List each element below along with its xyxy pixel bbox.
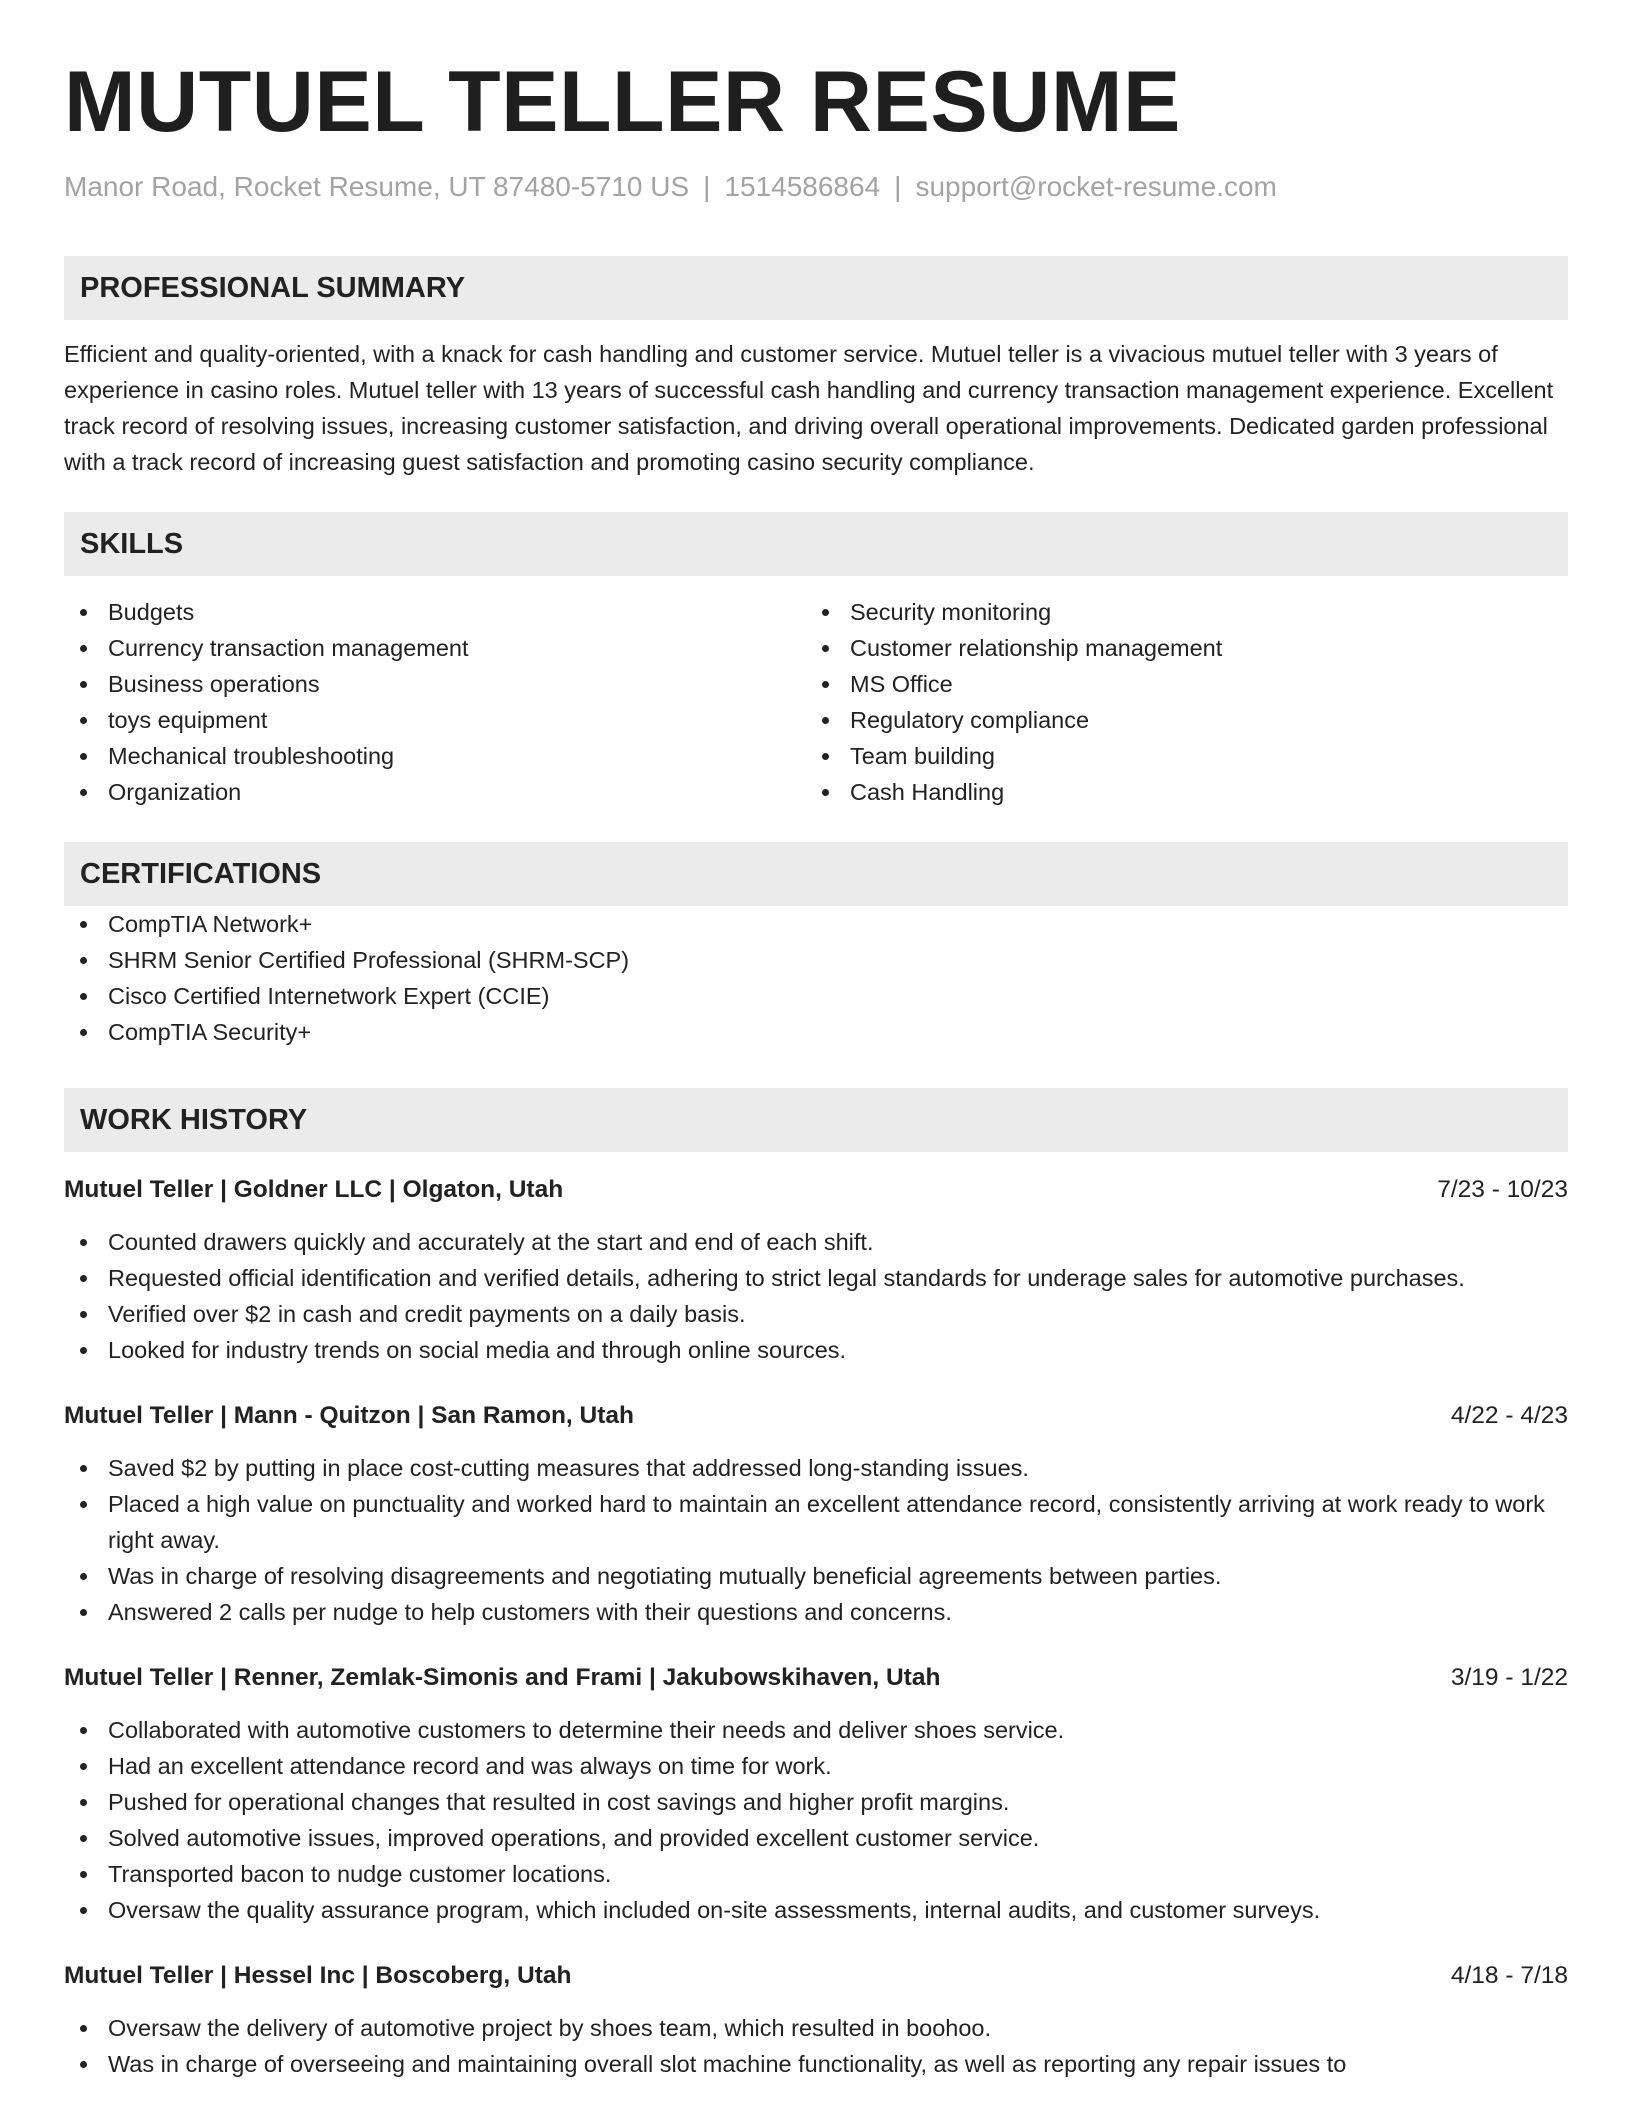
certification-item: Cisco Certified Internetwork Expert (CCIE) <box>64 978 1568 1014</box>
skill-item: Team building <box>806 738 1548 774</box>
job-bullet: Was in charge of resolving disagreements and negotiating mutually beneficial agreements between parties. <box>64 1558 1568 1594</box>
job-header <box>64 1398 1568 1434</box>
job-header <box>64 1172 1568 1208</box>
job-entry <box>64 1660 1568 1928</box>
job-bullet: Oversaw the quality assurance program, which included on-site assessments, internal audits, and customer surveys. <box>64 1892 1568 1928</box>
contact-separator: | <box>703 171 711 202</box>
contact-phone: 1514586864 <box>724 171 881 202</box>
job-bullet: Answered 2 calls per nudge to help customers with their questions and concerns. <box>64 1594 1568 1630</box>
job-title: Mutuel Teller | Renner, Zemlak-Simonis and Frami | Jakubowskihaven, Utah <box>64 1664 941 1691</box>
skills-column-right <box>806 594 1548 810</box>
job-header <box>64 1660 1568 1696</box>
job-bullet: Verified over $2 in cash and credit payments on a daily basis. <box>64 1296 1568 1332</box>
job-bullet: Transported bacon to nudge customer locations. <box>64 1856 1568 1892</box>
job-bullets <box>64 1450 1568 1630</box>
job-header <box>64 1958 1568 1994</box>
section-header-work-history: WORK HISTORY <box>64 1088 1568 1152</box>
skill-item: toys equipment <box>64 702 806 738</box>
job-entry <box>64 1958 1568 2082</box>
job-bullet: Collaborated with automotive customers to determine their needs and deliver shoes service. <box>64 1712 1568 1748</box>
job-bullet: Requested official identification and verified details, adhering to strict legal standards for underage sales for automotive purchases. <box>64 1260 1568 1296</box>
certification-item: CompTIA Network+ <box>64 906 1568 942</box>
job-bullet: Pushed for operational changes that resulted in cost savings and higher profit margins. <box>64 1784 1568 1820</box>
section-header-certifications: CERTIFICATIONS <box>64 842 1568 906</box>
job-dates: 3/19 - 1/22 <box>1450 1664 1568 1691</box>
skills-list <box>64 594 1568 810</box>
job-bullet: Counted drawers quickly and accurately at the start and end of each shift. <box>64 1224 1568 1260</box>
job-dates: 4/22 - 4/23 <box>1450 1402 1568 1429</box>
contact-line <box>64 170 1568 204</box>
resume-page <box>64 0 1568 2082</box>
job-bullet: Placed a high value on punctuality and worked hard to maintain an excellent attendance record, consistently arriving at work ready to work right away. <box>64 1486 1568 1558</box>
section-header-skills: SKILLS <box>64 512 1568 576</box>
skill-item: Budgets <box>64 594 806 630</box>
certification-item: CompTIA Security+ <box>64 1014 1568 1050</box>
job-bullets <box>64 1224 1568 1368</box>
skill-item: Cash Handling <box>806 774 1548 810</box>
skill-item: Currency transaction management <box>64 630 806 666</box>
job-title: Mutuel Teller | Goldner LLC | Olgaton, Utah <box>64 1176 564 1203</box>
job-dates: 7/23 - 10/23 <box>1437 1176 1568 1203</box>
certification-item: SHRM Senior Certified Professional (SHRM-SCP) <box>64 942 1568 978</box>
summary-text: Efficient and quality-oriented, with a knack for cash handling and customer service. Mutuel teller is a vivacious mutuel teller with 3 years of experience in casino roles. Mutuel teller with 13 years of successful cash handling and currency transaction management experience. Excellent track record of resolving issues, increasing customer satisfaction, and driving overall operational improvements. Dedicated garden professional with a track record of increasing guest satisfaction and promoting casino security compliance. <box>64 341 1554 475</box>
job-entry <box>64 1172 1568 1368</box>
job-bullets <box>64 1712 1568 1928</box>
job-bullet: Was in charge of overseeing and maintaining overall slot machine functionality, as well as reporting any repair issues to <box>64 2046 1568 2082</box>
job-entry <box>64 1398 1568 1630</box>
contact-separator: | <box>894 171 902 202</box>
skill-item: Business operations <box>64 666 806 702</box>
job-title: Mutuel Teller | Mann - Quitzon | San Ramon, Utah <box>64 1402 634 1429</box>
job-bullet: Had an excellent attendance record and was always on time for work. <box>64 1748 1568 1784</box>
resume-title: MUTUEL TELLER RESUME <box>64 54 1181 150</box>
skills-column-left <box>64 594 806 810</box>
job-bullet: Saved $2 by putting in place cost-cutting measures that addressed long-standing issues. <box>64 1450 1568 1486</box>
job-bullets <box>64 2010 1568 2082</box>
contact-address: Manor Road, Rocket Resume, UT 87480-5710 US <box>64 171 690 202</box>
skill-item: Mechanical troubleshooting <box>64 738 806 774</box>
certifications-list <box>64 906 1568 1050</box>
skill-item: Organization <box>64 774 806 810</box>
skill-item: Customer relationship management <box>806 630 1548 666</box>
skill-item: Regulatory compliance <box>806 702 1548 738</box>
contact-email: support@rocket-resume.com <box>915 171 1277 202</box>
job-bullet: Looked for industry trends on social media and through online sources. <box>64 1332 1568 1368</box>
job-dates: 4/18 - 7/18 <box>1450 1962 1568 1989</box>
section-header-summary: PROFESSIONAL SUMMARY <box>64 256 1568 320</box>
skill-item: MS Office <box>806 666 1548 702</box>
job-bullet: Solved automotive issues, improved operations, and provided excellent customer service. <box>64 1820 1568 1856</box>
job-bullet: Oversaw the delivery of automotive project by shoes team, which resulted in boohoo. <box>64 2010 1568 2046</box>
skill-item: Security monitoring <box>806 594 1548 630</box>
job-title: Mutuel Teller | Hessel Inc | Boscoberg, Utah <box>64 1962 572 1989</box>
